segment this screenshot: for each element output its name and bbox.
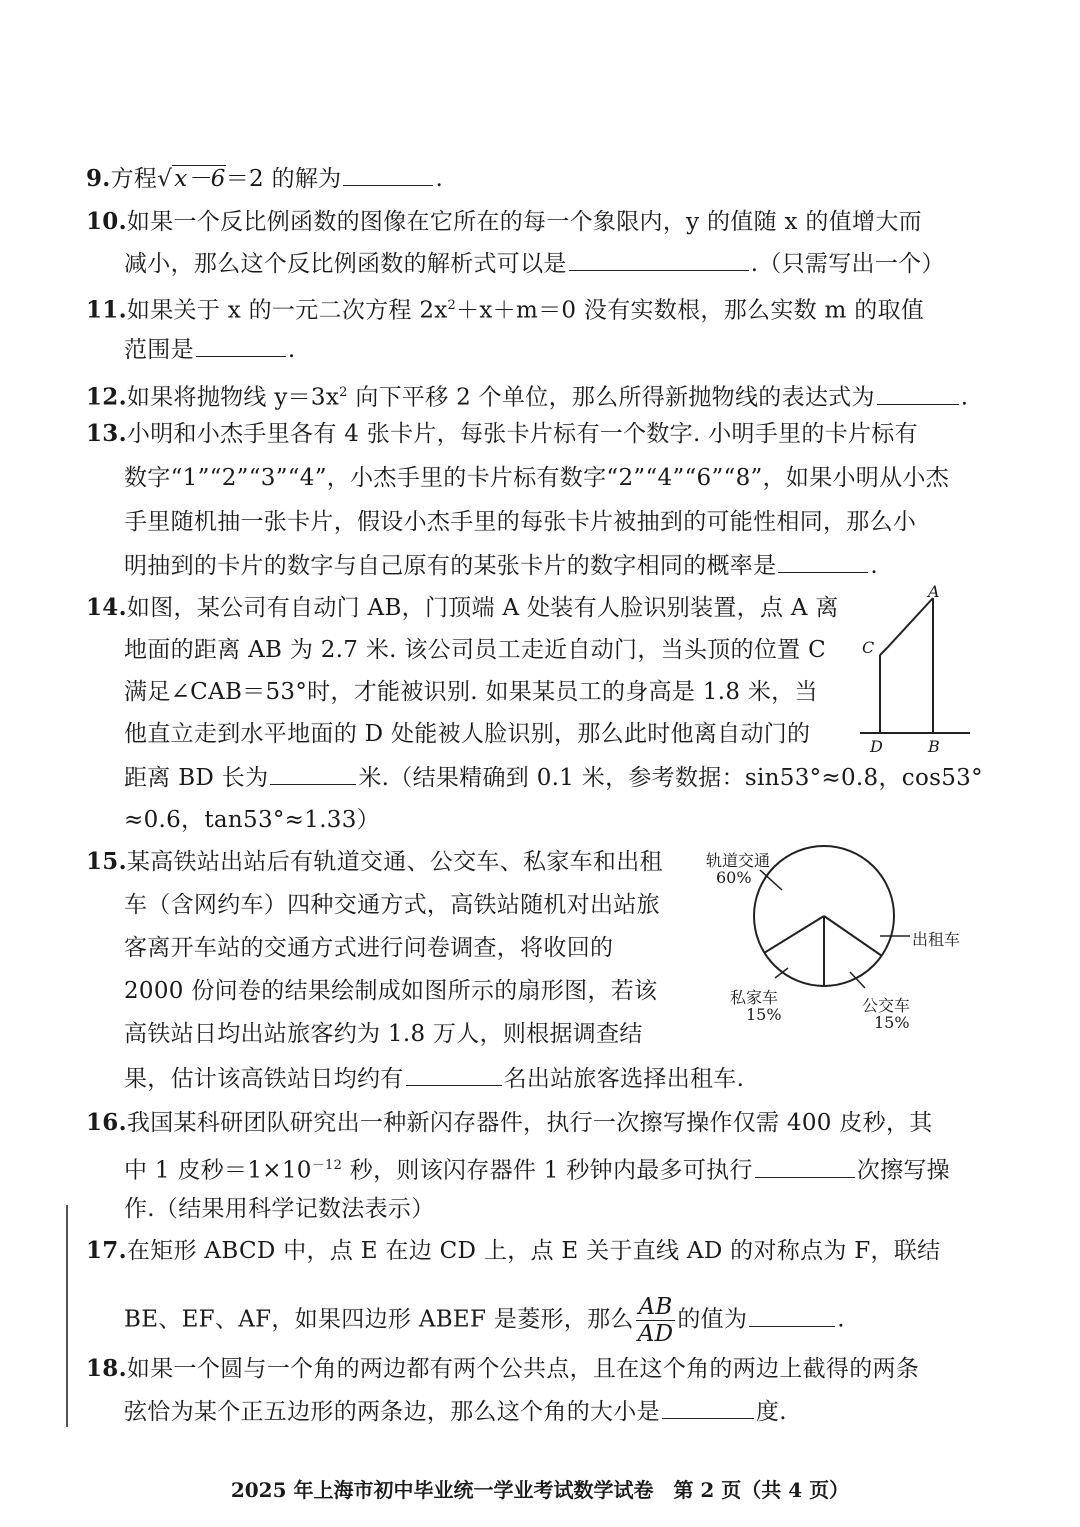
q14-line4: 他直立走到水平地面的 D 处能被人脸识别，那么此时他离自动门的 xyxy=(124,721,811,747)
q15-line1: 某高铁站出站后有轨道交通、公交车、私家车和出租 xyxy=(126,849,663,875)
q18-line1: 如果一个圆与一个角的两边都有两个公共点，且在这个角的两边上截得的两条 xyxy=(126,1356,920,1382)
q13-line3: 手里随机抽一张卡片，假设小杰手里的每张卡片被抽到的可能性相同，那么小 xyxy=(124,509,917,535)
margin-rule xyxy=(66,1205,68,1427)
question-14-cont xyxy=(124,762,983,794)
question-number: 14. xyxy=(86,594,127,621)
q11-text: 如果关于 x 的一元二次方程 2x xyxy=(126,297,448,324)
pie-line-taxi xyxy=(824,916,882,956)
q11-period: . xyxy=(287,337,296,363)
q18-line2: 弦恰为某个正五边形的两条边，那么这个角的大小是 xyxy=(124,1399,660,1425)
label-b: B xyxy=(928,737,940,756)
question-number: 16. xyxy=(86,1109,127,1136)
segment-ac xyxy=(887,598,933,648)
question-number: 17. xyxy=(86,1237,127,1264)
q13-line2: 数字“1”“2”“3”“4”，小杰手里的卡片标有数字“2”“4”“6”“8”，如果小明从小杰 xyxy=(124,465,949,491)
q16-exponent: －12 xyxy=(311,1158,343,1173)
q14-line5: 距离 BD 长为 xyxy=(124,765,269,791)
answer-blank[interactable] xyxy=(270,762,356,785)
q16-text-3: 次擦写操 xyxy=(856,1157,950,1184)
q12-period: . xyxy=(960,384,969,411)
question-13 xyxy=(86,418,918,450)
answer-blank[interactable] xyxy=(778,550,868,573)
answer-blank[interactable] xyxy=(755,1155,855,1178)
question-17 xyxy=(86,1235,940,1267)
q12-exponent: 2 xyxy=(339,385,348,400)
question-16-cont xyxy=(124,1150,950,1187)
q17-text: 的值为 xyxy=(677,1306,748,1333)
pie-label-taxi: 出租车 xyxy=(912,930,961,949)
q15-line2: 车（含网约车）四种交通方式，高铁站随机对出站旅 xyxy=(124,892,660,918)
q15-line4: 2000 份问卷的结果绘制成如图所示的扇形图，若该 xyxy=(124,978,658,1004)
question-number: 18. xyxy=(86,1355,127,1382)
label-a: A xyxy=(928,582,940,601)
q14-line2: 地面的距离 AB 为 2.7 米. 该公司员工走近自动门，当头顶的位置 C xyxy=(124,637,826,663)
q11-text-2: ＋x＋m＝0 没有实数根，那么实数 m 的取值 xyxy=(456,297,925,324)
label-d: D xyxy=(870,737,883,756)
question-number: 13. xyxy=(86,420,127,447)
question-12 xyxy=(86,377,968,414)
q13-line4: 明抽到的卡片的数字与自己原有的某张卡片的数字相同的概率是 xyxy=(124,553,777,579)
q15-line6: 果，估计该高铁站日均约有 xyxy=(124,1066,404,1092)
question-17-cont xyxy=(124,1294,845,1347)
pie-pct-rail: 60% xyxy=(716,868,752,887)
q16-line1: 我国某科研团队研究出一种新闪存器件，执行一次擦写操作仅需 400 皮秒，其 xyxy=(126,1110,933,1136)
pie-line-private xyxy=(764,916,824,953)
question-10-cont xyxy=(124,248,945,280)
q10-line2: 减小，那么这个反比例函数的解析式可以是 xyxy=(124,251,567,277)
q15-line6-end: 名出站旅客选择出租车. xyxy=(503,1066,745,1092)
fraction-ab-ad xyxy=(636,1294,676,1347)
question-11 xyxy=(86,290,924,327)
q15-line5: 高铁站日均出站旅客约为 1.8 万人，则根据调查结 xyxy=(124,1021,643,1047)
question-13-cont xyxy=(124,550,878,582)
head-connector xyxy=(880,648,887,655)
q10-line1: 如果一个反比例函数的图像在它所在的每一个象限内，y 的值随 x 的值增大而 xyxy=(126,209,922,235)
page-footer: 2025 年上海市初中毕业统一学业考试数学试卷 第 2 页（共 4 页） xyxy=(230,1478,850,1502)
label-c: C xyxy=(862,638,875,657)
question-16 xyxy=(86,1107,933,1139)
fraction-numerator: AB xyxy=(636,1294,676,1321)
pie-pct-bus: 15% xyxy=(874,1013,910,1032)
q17-line2: BE、EF、AF，如果四边形 ABEF 是菱形，那么 xyxy=(124,1306,634,1333)
q13-line1: 小明和小杰手里各有 4 张卡片，每张卡片标有一个数字. 小明手里的卡片标有 xyxy=(126,421,918,447)
q14-note: 米.（结果精确到 0.1 米，参考数据：sin53°≈0.8，cos53° xyxy=(358,765,983,791)
question-number: 11. xyxy=(86,296,127,324)
q9-period: . xyxy=(435,166,444,192)
question-9: 9.方程√x－6＝2 的解为 . xyxy=(86,165,444,192)
q14-line3: 满足∠CAB＝53°时，才能被识别. 如果某员工的身高是 1.8 米，当 xyxy=(124,679,818,705)
q9-radicand: x－6 xyxy=(174,166,226,192)
answer-blank[interactable] xyxy=(406,1063,502,1086)
question-number: 12. xyxy=(86,383,127,411)
answer-blank[interactable] xyxy=(196,334,286,357)
question-number: 10. xyxy=(86,208,127,235)
q18-unit: 度. xyxy=(755,1399,787,1425)
answer-blank[interactable] xyxy=(569,248,749,271)
leader-private xyxy=(775,968,788,978)
q14-line6: ≈0.6，tan53°≈1.33） xyxy=(124,807,380,833)
q17-line1: 在矩形 ABCD 中，点 E 在边 CD 上，点 E 关于直线 AD 的对称点为 F，联结 xyxy=(126,1238,941,1264)
fraction-denominator: AD xyxy=(637,1321,674,1347)
question-18-cont xyxy=(124,1396,787,1428)
q14-line1: 如图，某公司有自动门 AB，门顶端 A 处装有人脸识别装置，点 A 离 xyxy=(126,595,839,621)
q11-line2: 范围是 xyxy=(124,337,194,363)
question-15 xyxy=(86,846,663,878)
door-diagram xyxy=(850,580,980,760)
answer-blank[interactable] xyxy=(877,382,959,405)
question-10 xyxy=(86,206,922,238)
answer-blank[interactable] xyxy=(749,1304,835,1327)
pie-label-bus: 公交车 xyxy=(862,996,911,1015)
q16-text-2: 秒，则该闪存器件 1 秒钟内最多可执行 xyxy=(342,1157,753,1184)
question-15-cont xyxy=(124,1063,744,1095)
q13-period: . xyxy=(870,553,879,579)
question-18 xyxy=(86,1353,919,1385)
q11-exponent: 2 xyxy=(447,298,457,313)
question-number: 15. xyxy=(86,848,127,875)
q16-line3: 作.（结果用科学记数法表示） xyxy=(124,1196,435,1222)
pie-label-private: 私家车 xyxy=(730,988,779,1007)
q12-text-2: 向下平移 2 个单位，那么所得新抛物线的表达式为 xyxy=(347,384,875,411)
question-14 xyxy=(86,592,839,624)
q9-text-2: ＝2 的解为 xyxy=(225,166,342,192)
pie-label-rail: 轨道交通 xyxy=(706,851,771,870)
q16-text: 中 1 皮秒＝1×10 xyxy=(124,1157,312,1184)
q9-text: 方程 xyxy=(110,166,158,192)
q12-text: 如果将抛物线 y＝3x xyxy=(126,384,340,411)
q17-period: . xyxy=(837,1306,845,1333)
q15-line3: 客离开车站的交通方式进行问卷调查，将收回的 xyxy=(124,935,614,961)
pie-pct-private: 15% xyxy=(746,1005,782,1024)
q10-note: .（只需写出一个） xyxy=(750,251,945,277)
answer-blank[interactable] xyxy=(343,163,433,186)
answer-blank[interactable] xyxy=(662,1396,754,1419)
question-11-cont xyxy=(124,334,296,366)
question-number: 9. xyxy=(86,165,111,192)
